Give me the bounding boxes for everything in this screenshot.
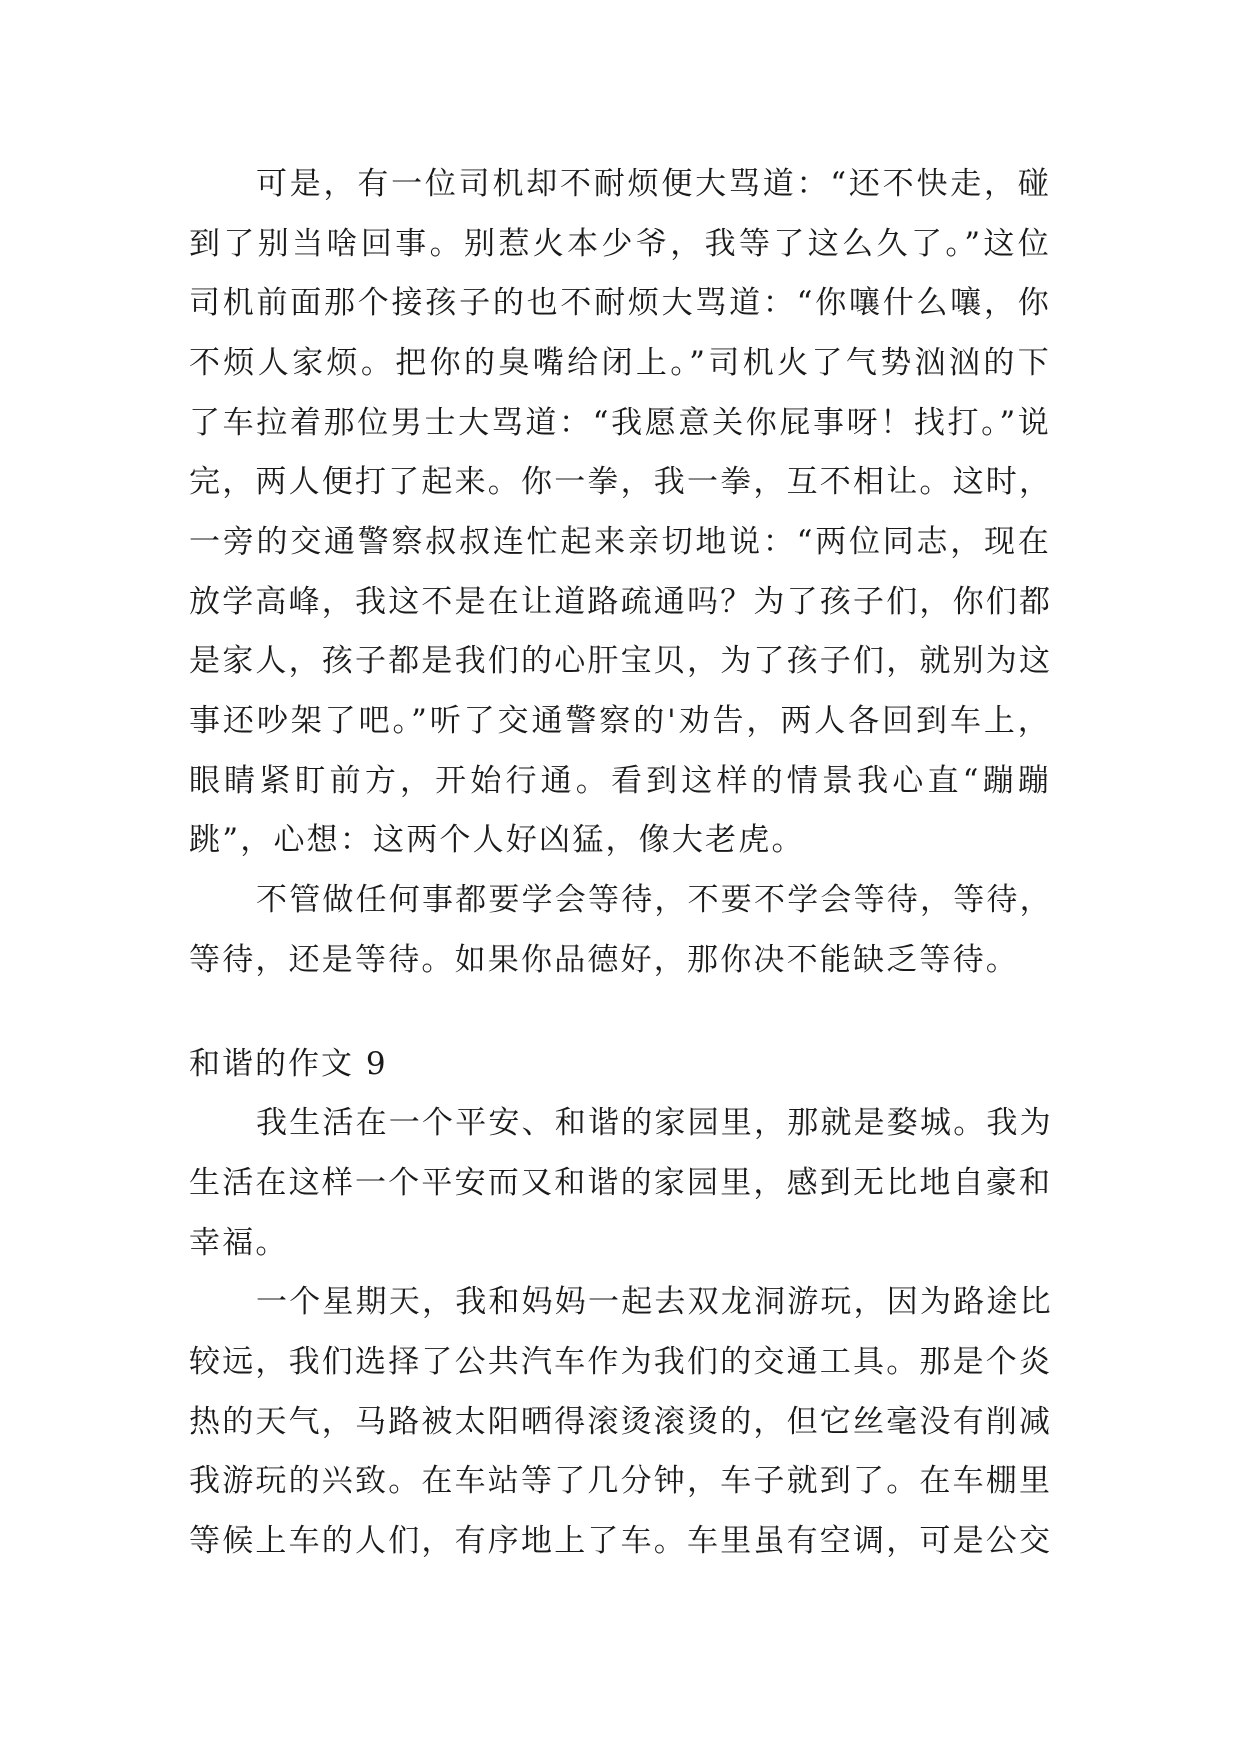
section-heading: 和谐的作文 9: [189, 1046, 388, 1082]
text-line: 眼睛紧盯前方，开始行通。看到这样的情景我心直“蹦蹦: [189, 763, 1051, 799]
text-line: 较远，我们选择了公共汽车作为我们的交通工具。那是个炎: [189, 1344, 1053, 1380]
text-line: 我游玩的兴致。在车站等了几分钟，车子就到了。在车棚里: [189, 1463, 1053, 1499]
text-line: 等待，还是等待。如果你品德好，那你决不能缺乏等待。: [189, 942, 1019, 978]
text-line: 一个星期天，我和妈妈一起去双龙洞游玩，因为路途比: [256, 1284, 1053, 1320]
text-line: 跳”，心想：这两个人好凶猛，像大老虎。: [189, 822, 805, 858]
text-line: 到了别当啥回事。别惹火本少爷，我等了这么久了。”这位: [189, 226, 1051, 262]
text-line: 司机前面那个接孩子的也不耐烦大骂道：“你嚷什么嚷，你: [189, 285, 1051, 321]
text-line: 可是，有一位司机却不耐烦便大骂道：“还不快走，碰: [256, 166, 1051, 202]
text-line: 生活在这样一个平安而又和谐的家园里，感到无比地自豪和: [189, 1165, 1053, 1201]
text-line: 完，两人便打了起来。你一拳，我一拳，互不相让。这时，: [189, 464, 1053, 500]
text-line: 不烦人家烦。把你的臭嘴给闭上。”司机火了气势汹汹的下: [189, 345, 1051, 381]
text-line: 一旁的交通警察叔叔连忙起来亲切地说：“两位同志，现在: [189, 524, 1051, 560]
text-line: 了车拉着那位男士大骂道：“我愿意关你屁事呀！找打。”说: [189, 405, 1051, 441]
text-line: 事还吵架了吧。”听了交通警察的'劝告，两人各回到车上，: [189, 703, 1051, 739]
text-line: 我生活在一个平安、和谐的家园里，那就是婺城。我为: [256, 1105, 1053, 1141]
text-line: 不管做任何事都要学会等待，不要不学会等待，等待，: [256, 882, 1053, 918]
text-line: 放学高峰，我这不是在让道路疏通吗？为了孩子们，你们都: [189, 584, 1053, 620]
text-line: 热的天气，马路被太阳晒得滚烫滚烫的，但它丝毫没有削减: [189, 1404, 1053, 1440]
text-line: 幸福。: [189, 1225, 289, 1261]
text-line: 等候上车的人们，有序地上了车。车里虽有空调，可是公交: [189, 1523, 1053, 1559]
text-line: 是家人，孩子都是我们的心肝宝贝，为了孩子们，就别为这: [189, 643, 1053, 679]
